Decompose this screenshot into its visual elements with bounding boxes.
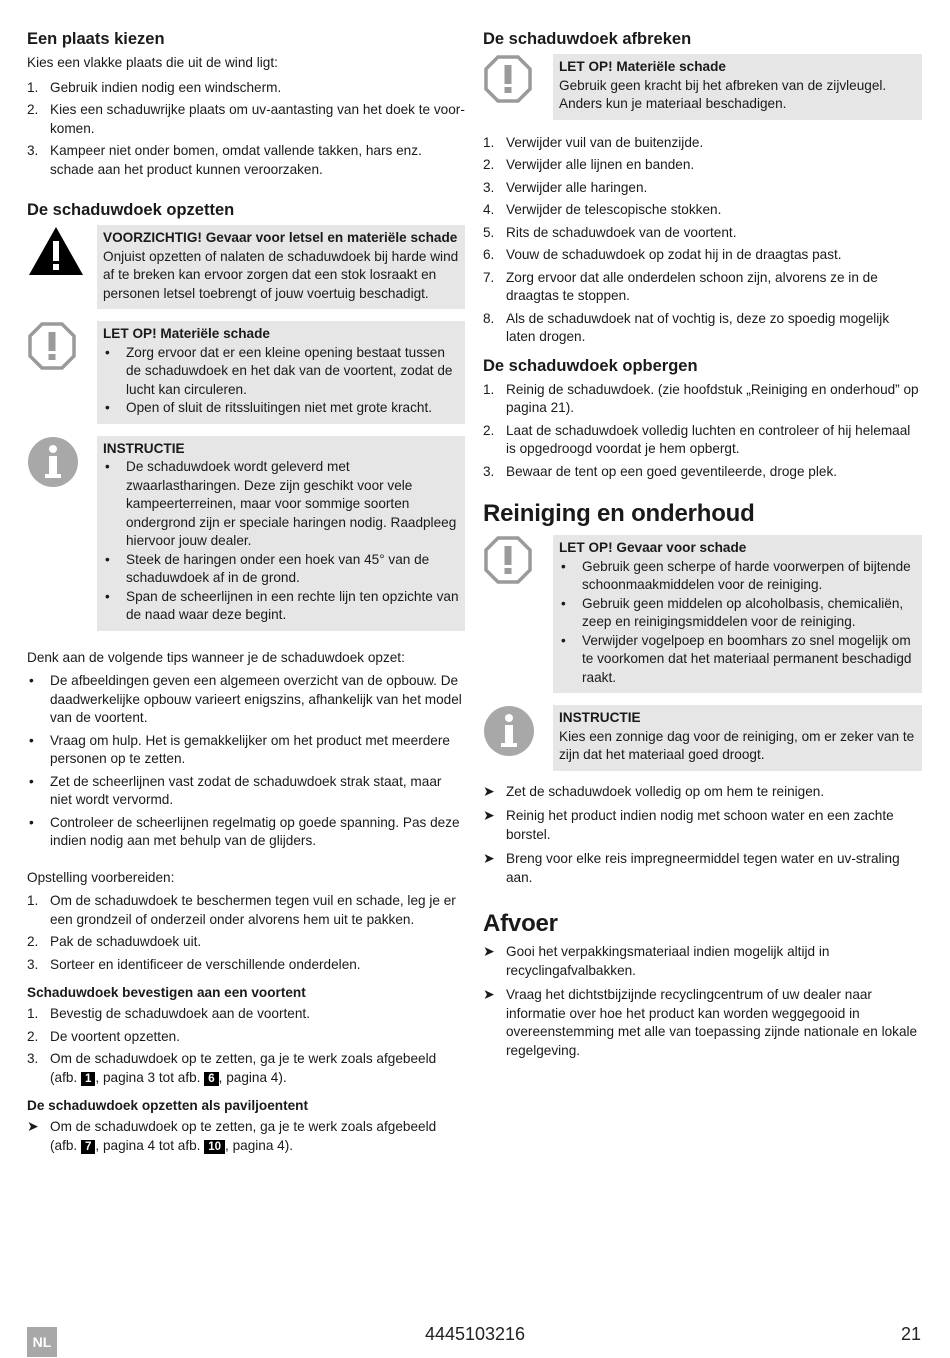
list-item: 8. Als de schaduwdoek nat of vochtig is, deze zo spoedig mogelijk laten drogen. (483, 310, 890, 344)
list-item: ➤ Gooi het verpakkingsmateriaal indien mogelijk altijd in recyclingafvalbakken. (483, 943, 830, 978)
list-item: • De afbeeldingen geven een algemeen overzicht van de opbouw. De daadwerkelijke opbouw varieert enigszins, afhankelijk van het model van de voortent. (27, 672, 465, 728)
cleaning-steps (483, 783, 922, 888)
notice-title: LET OP! Materiële schade (559, 59, 726, 74)
caution-box (97, 225, 465, 309)
right-column (483, 28, 922, 1066)
list-item: • Zorg ervoor dat er een kleine opening bestaat tussen de schaduwdoek en het dak van de voortent, zodat de lucht kan circuleren. (103, 344, 459, 400)
exclamation-octagon-icon (483, 535, 553, 693)
list-item: 2. De voortent opzetten. (27, 1028, 180, 1044)
list-item: 1. Om de schaduwdoek te beschermen tegen vuil en schade, leg je er een grondzeil of onderzeil onder alvorens hem uit te pakken. (27, 893, 456, 927)
section-title-choose-place: Een plaats kiezen (27, 30, 165, 48)
instruction-text: Kies een zonnige dag voor de reiniging, om er zeker van te zijn dat het materiaal goed droogt. (559, 728, 915, 762)
page-number: 21 (900, 1324, 921, 1344)
exclamation-octagon-icon (27, 321, 97, 424)
figure-ref: 10 (204, 1140, 225, 1154)
list-item: • Gebruik geen scherpe of harde voorwerpen of bijtende schoonmaakmiddelen voor de reiniging. (559, 558, 916, 595)
list-item: • Open of sluit de ritssluitingen niet met grote kracht. (103, 399, 459, 418)
arrow-icon: ➤ (483, 782, 495, 799)
prep-intro: Opstelling voorbereiden: (27, 869, 175, 885)
figure-ref: 7 (81, 1140, 95, 1154)
disposal-list (483, 943, 922, 1060)
take-down-steps (483, 134, 922, 347)
caution-title: VOORZICHTIG! Gevaar voor letsel en materiële schade (103, 230, 458, 245)
list-item: 2. Laat de schaduwdoek volledig luchten en controleer of hij helemaal is opgedroogd voordat je hem opbergt. (483, 422, 911, 456)
arrow-icon: ➤ (483, 850, 495, 866)
list-item: • Vraag om hulp. Het is gemakkelijker om het product met meerdere personen op te zetten. (27, 732, 465, 769)
instruction-title: INSTRUCTIE (559, 710, 641, 725)
list-item: • De schaduwdoek wordt geleverd met zwaarlastharingen. Deze zijn geschikt voor vele kampeerterreinen, maar voor sommige soorten ondergrond zijn er speciale haringen nodig. Raadpleeg hiervoor jouw dealer. (103, 458, 459, 551)
list-item: ➤ Om de schaduwdoek op te zetten, ga je te werk zoals afgebeeld (afb. 7 , pagina 4 tot afb. 10 , pagina 4). (27, 1118, 437, 1153)
list-item: 2. Verwijder alle lijnen en banden. (483, 157, 695, 172)
notice-text: Gebruik geen kracht bij het afbreken van de zijvleugel. Anders kun je materiaal beschadigen. (559, 77, 887, 111)
notice-material-damage (483, 54, 922, 120)
list-item: 5. Rits de schaduwdoek van de voortent. (483, 224, 737, 240)
list-item: 1. Bevestig de schaduwdoek aan de voortent. (27, 1006, 310, 1021)
pavilion-list (27, 1118, 465, 1155)
list-item: 3. Verwijder alle haringen. (483, 179, 648, 195)
list-item: 7. Zorg ervoor dat alle onderdelen schoon zijn, alvorens ze in de draagtas te stoppen. (483, 269, 878, 303)
list-item: 3. Kampeer niet onder bomen, omdat vallende takken, hars enz. schade aan het product kunnen veroorzaken. (27, 143, 422, 177)
list-item: • Verwijder vogelpoep en boomhars zo snel mogelijk om te voorkomen dat het materiaal permanent beschadigd raakt. (559, 632, 916, 688)
list-item: 2. Kies een schaduwrijke plaats om uv-aantasting van het doek te voor-komen. (27, 102, 465, 136)
notice-title: LET OP! Materiële schade (103, 326, 270, 341)
list-item: 1. Verwijder vuil van de buitenzijde. (483, 134, 704, 150)
document-number: 4445103216 (424, 1324, 526, 1344)
arrow-icon: ➤ (483, 986, 495, 1002)
prep-list (27, 892, 465, 974)
chapter-title-cleaning: Reiniging en onderhoud (483, 500, 755, 527)
list-item: • Zet de scheerlijnen vast zodat de schaduwdoek strak staat, maar niet wordt vervormd. (27, 773, 465, 810)
list-item: • Gebruik geen middelen op alcoholbasis, chemicaliën, zeep en reinigingsmiddelen voor de reiniging. (559, 595, 916, 632)
figure-ref: 6 (204, 1072, 218, 1086)
instruction-box (97, 436, 465, 631)
tips-intro: Denk aan de volgende tips wanneer je de schaduwdoek opzet: (27, 649, 405, 665)
chapter-title-disposal: Afvoer (483, 910, 558, 937)
instruction-notice (483, 705, 922, 771)
tips-list (27, 672, 465, 851)
list-item: ➤ Breng voor elke reis impregneermiddel tegen water en uv-straling aan. (483, 850, 900, 885)
instruction-title: INSTRUCTIE (103, 440, 185, 456)
info-circle-icon (483, 705, 553, 771)
choose-place-list (27, 79, 465, 180)
list-item: 1. Gebruik indien nodig een windscherm. (27, 79, 282, 95)
list-item: ➤ Zet de schaduwdoek volledig op om hem te reinigen. (483, 782, 825, 799)
section-title-store: De schaduwdoek opbergen (483, 356, 698, 375)
notice-box (553, 54, 922, 120)
attach-list (27, 1005, 465, 1087)
list-item: 3. Bewaar de tent op een goed geventileerde, droge plek. (483, 463, 838, 479)
choose-place-intro: Kies een vlakke plaats die uit de wind ligt: (27, 55, 278, 70)
instruction-notice (27, 436, 465, 631)
list-item: 4. Verwijder de telescopische stokken. (483, 202, 722, 217)
list-item: ➤ Vraag het dichtstbijzijnde recyclingcentrum of uw dealer naar informatie over hoe het product kan worden weggegooid in overeenstemming met alle van toepassing zijnde nationale en lokale regelgeving. (483, 986, 918, 1058)
instruction-list (103, 458, 459, 625)
list-item: • Steek de haringen onder een hoek van 45° van de schaduwdoek af in de grond. (103, 551, 459, 588)
list-item: 3. Om de schaduwdoek op te zetten, ga je te werk zoals afgebeeld (afb. 1 , pagina 3 tot afb. 6 , pagina 4). (27, 1051, 437, 1085)
exclamation-octagon-icon (483, 54, 553, 120)
warning-triangle-icon (27, 225, 97, 309)
list-item: • Controleer de scheerlijnen regelmatig op goede spanning. Pas deze indien nodig aan met behulp van de glijders. (27, 814, 465, 851)
section-title-setup: De schaduwdoek opzetten (27, 201, 235, 219)
section-title-take-down: De schaduwdoek afbreken (483, 30, 692, 48)
subsection-title-pavilion: De schaduwdoek opzetten als paviljoentent (27, 1098, 308, 1113)
arrow-icon: ➤ (483, 807, 495, 823)
notice-box (553, 535, 922, 693)
notice-list (103, 344, 459, 418)
figure-ref: 1 (81, 1072, 95, 1086)
left-column (27, 28, 465, 1161)
list-item: ➤ Reinig het product indien nodig met schoon water en een zachte borstel. (483, 807, 894, 842)
notice-list (559, 558, 916, 688)
notice-damage (483, 535, 922, 693)
info-circle-icon (27, 436, 97, 631)
arrow-icon: ➤ (27, 1118, 39, 1134)
caution-text: Onjuist opzetten of nalaten de schaduwdoek bij harde wind af te breken kan ervoor zorgen dat een stok losraakt en personen letsel toebrengt of jouw voertuig beschadigt. (103, 248, 459, 301)
list-item: 3. Sorteer en identificeer de verschillende onderdelen. (27, 956, 361, 972)
list-item: 6. Vouw de schaduwdoek op zodat hij in de draagtas past. (483, 247, 842, 262)
subsection-title-attach: Schaduwdoek bevestigen aan een voortent (27, 985, 306, 1000)
notice-box (97, 321, 465, 424)
notice-title: LET OP! Gevaar voor schade (559, 540, 747, 555)
notice-material-damage (27, 321, 465, 424)
arrow-icon: ➤ (483, 943, 495, 959)
caution-notice (27, 225, 465, 309)
list-item: • Span de scheerlijnen in een rechte lijn ten opzichte van de naad waar deze begint. (103, 588, 459, 625)
store-list (483, 381, 922, 482)
list-item: 1. Reinig de schaduwdoek. (zie hoofdstuk „Reiniging en onderhoud” op pagina 21). (483, 381, 919, 415)
list-item: 2. Pak de schaduwdoek uit. (27, 934, 202, 949)
instruction-box (553, 705, 922, 771)
language-badge: NL (27, 1327, 57, 1357)
